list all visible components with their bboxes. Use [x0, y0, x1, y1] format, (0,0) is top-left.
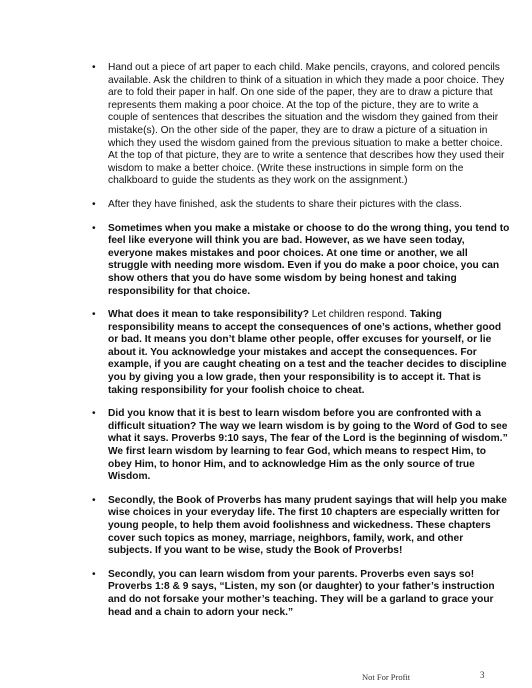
text-run: After they have finished, ask the students to share their pictures with the class.	[108, 198, 462, 210]
bullet-marker: •	[92, 198, 96, 210]
bullet-marker: •	[92, 494, 96, 506]
footer-text: Not For Profit	[362, 672, 411, 682]
bullet-marker: •	[92, 62, 96, 73]
bullet-text	[108, 62, 510, 188]
bullet-text	[108, 495, 510, 558]
bullet-list	[92, 62, 510, 630]
bullet-text	[108, 223, 510, 299]
bullet-marker: •	[92, 408, 96, 420]
bullet-text	[108, 199, 510, 212]
bullet-text	[108, 408, 510, 484]
text-run: Hand out a piece of art paper to each child. Make pencils, crayons, and colored pencils available. Ask the children to think of a situation in which they made a poor choice. They are to fold their paper in half. On one side of the paper, they are to draw a picture that represents them making a poor choice. At the top of the picture, they are to write a couple of sentences that describes the situation and the wisdom they gained from their mistake(s). On the other side of the paper, they are to draw a picture of a situation in which they used the wisdom gained from the previous situation to make a better choice. At the top of that picture, they are to write a sentence that describes how they used their wisdom to make a better choice. (Write these instructions in simple form on the chalkboard to guide the students as they work on the assignment.)	[108, 62, 505, 187]
bullet-item	[92, 62, 510, 188]
text-run: Secondly, you can learn wisdom from your parents. Proverbs even says so! Proverbs 1:8 & 9 says, “Listen, my son (or daughter) to your father’s instruction and do not forsake your mother’s teaching. They will be a garland to grace your head and a chain to adorn your neck.”	[108, 568, 495, 618]
text-run: Secondly, the Book of Proverbs has many prudent sayings that will help you make wise choices in your everyday life. The first 10 chapters are especially written for young people, to help them avoid foolishness and wickedness. These chapters cover such topics as money, marriage, neighbors, family, work, and other subjects. If you want to be wise, study the Book of Proverbs!	[108, 494, 507, 557]
bullet-item	[92, 223, 510, 299]
bullet-item	[92, 408, 510, 484]
bullet-item	[92, 199, 510, 212]
bullet-item	[92, 569, 510, 619]
bullet-marker: •	[92, 222, 96, 234]
page-number: 3	[480, 670, 485, 680]
text-run: Did you know that it is best to learn wisdom before you are confronted with a difficult situation? The way we learn wisdom is by going to the Word of God to see what it says. Proverbs 9:10 says, The fear of the Lord is the beginning of wisdom.” We first learn wisdom by learning to fear God, which means to respect Him, to obey Him, to honor Him, and to acknowledge Him as the only source of true Wisdom.	[108, 408, 508, 483]
text-run-bold: Taking responsibility means to accept the consequences of one’s actions, whether good or bad. It means you don’t blame other people, offer excuses for yourself, or lie about it. You acknowledge your mistakes and accept the consequences. For example, if you are caught cheating on a test and the teacher decides to discipline you by giving you a low grade, then your responsibility is to accept it. That is taking responsibility for your foolish choice to cheat.	[108, 309, 507, 396]
text-run: Sometimes when you make a mistake or choose to do the wrong thing, you tend to feel like everyone will think you are bad. However, as we have seen today, everyone makes mistakes and poor choices. At one time or another, we all struggle with needing more wisdom. Even if you do make a poor choice, you can show others that you do have some wisdom by being honest and taking responsibility for that choice.	[108, 222, 510, 297]
bullet-marker: •	[92, 309, 96, 321]
bullet-item	[92, 495, 510, 558]
text-run-bold: What does it mean to take responsibility?	[108, 309, 309, 321]
bullet-item	[92, 309, 510, 397]
bullet-text	[108, 309, 510, 397]
text-run: Let children respond.	[308, 309, 410, 321]
bullet-marker: •	[92, 568, 96, 580]
bullet-text	[108, 569, 510, 619]
